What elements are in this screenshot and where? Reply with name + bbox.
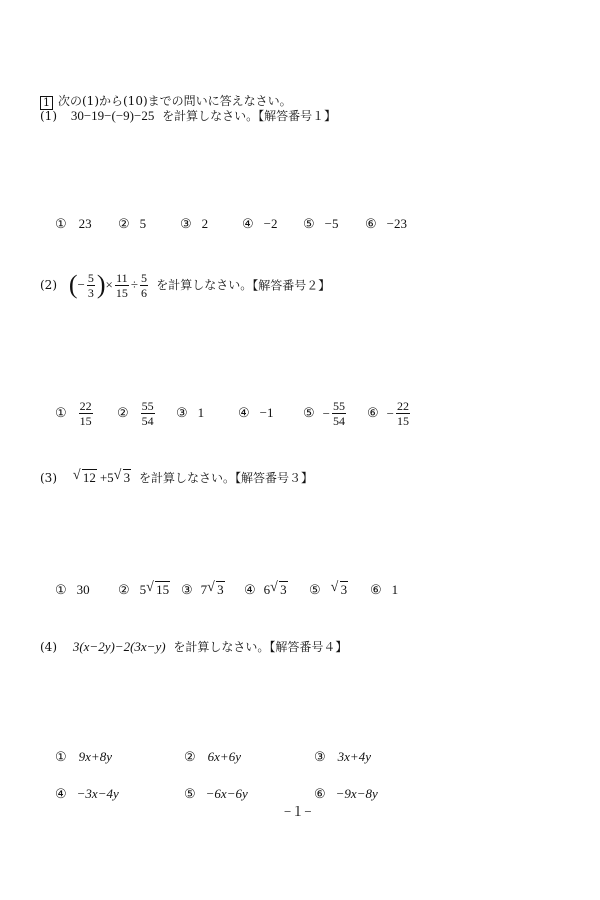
question-3-line: [40, 469, 313, 486]
question-4-expression: 3(x−2y)−2(3x−y): [72, 639, 166, 654]
fraction-3-denominator: 6: [141, 286, 147, 300]
choice-number: ⑥: [365, 217, 377, 232]
q3-choice-3: [181, 582, 225, 598]
choice-text: 3x+4y: [337, 749, 371, 764]
choice-text: 30: [76, 582, 90, 597]
question-3-answer-tag: 【解答番号３】: [235, 471, 314, 485]
choice-radicand: 15: [156, 582, 170, 597]
choice-text: 23: [78, 216, 92, 231]
choice-number: ①: [55, 750, 67, 765]
q1-choice-1: [55, 216, 92, 232]
choice-fraction-denominator: 54: [141, 414, 154, 428]
open-paren: (: [68, 270, 78, 300]
fraction-3: [140, 272, 148, 299]
q2-choice-3: [176, 405, 204, 421]
choice-text: −9x−8y: [335, 786, 378, 801]
question-1-answer-tag: 【解答番号１】: [258, 109, 337, 123]
fraction-1: [87, 272, 95, 299]
choice-text: −1: [259, 405, 274, 420]
fraction-1-numerator: 5: [87, 271, 94, 285]
choice-text: −2: [263, 216, 278, 231]
fraction-2: [115, 272, 129, 299]
choice-fraction-denominator: 15: [79, 414, 92, 428]
q2-choice-1: [55, 400, 95, 427]
q3-choice-1: [55, 582, 90, 598]
choice-number: ④: [244, 583, 256, 598]
choice-number: ③: [181, 583, 193, 598]
q4-choice-3: [314, 749, 371, 765]
choice-number: ①: [55, 217, 67, 232]
close-paren: ): [96, 270, 106, 300]
choice-number: ②: [118, 583, 130, 598]
choice-sign: −: [322, 405, 330, 421]
q4-choice-1: [55, 749, 112, 765]
choice-fraction: [79, 400, 93, 427]
choice-text: −3x−4y: [76, 786, 119, 801]
choice-fraction-numerator: 55: [333, 399, 345, 413]
choice-number: ④: [238, 406, 250, 421]
choice-number: ③: [176, 406, 188, 421]
choice-sqrt: [207, 582, 225, 598]
q1-choice-4: [242, 216, 278, 232]
choice-number: ⑥: [370, 583, 382, 598]
q1-choice-6: [365, 216, 407, 232]
choice-number: ③: [314, 750, 326, 765]
question-4-line: [40, 638, 347, 655]
choice-number: ③: [180, 217, 192, 232]
radicand-2: 3: [123, 470, 131, 485]
fraction-2-denominator: 15: [115, 286, 128, 300]
question-3-label: (3): [40, 471, 57, 485]
choice-text: −6x−6y: [205, 786, 248, 801]
choice-sqrt: [146, 582, 170, 598]
plus-coefficient: +5: [99, 470, 114, 485]
choice-fraction-denominator: 54: [333, 414, 345, 428]
choice-text: 5: [139, 216, 147, 231]
choice-number: ⑤: [303, 217, 315, 232]
question-4-instruction: を計算しなさい。: [173, 640, 270, 654]
question-2-line: [40, 272, 330, 299]
q1-choice-3: [180, 216, 208, 232]
choice-number: ①: [55, 406, 67, 421]
question-1-line: [40, 107, 336, 124]
choice-number: ⑤: [309, 583, 321, 598]
fraction-1-denominator: 3: [87, 286, 94, 300]
choice-fraction: [332, 400, 346, 427]
q4-choice-6: [314, 786, 378, 802]
choice-radicand: 3: [280, 582, 287, 597]
choice-fraction: [396, 400, 410, 427]
choice-number: ②: [117, 406, 129, 421]
choice-sign: −: [386, 405, 394, 421]
radicand-1: 12: [82, 470, 96, 485]
section-instruction: 次の(1)から(10)までの問いに答えなさい。: [58, 94, 292, 108]
fraction-2-numerator: 11: [116, 271, 128, 285]
choice-text: 9x+8y: [78, 749, 112, 764]
q4-choice-2: [184, 749, 241, 765]
choice-fraction-numerator: 22: [397, 399, 409, 413]
choice-sqrt: [270, 582, 288, 598]
choice-coefficient: 5: [139, 582, 147, 597]
question-1-expression: 30−19−(−9)−25: [70, 108, 155, 123]
question-1-instruction: を計算しなさい。: [162, 109, 259, 123]
question-2-instruction: を計算しなさい。: [156, 278, 253, 293]
choice-coefficient: 7: [200, 582, 208, 597]
q4-choice-5: [184, 786, 248, 802]
choice-coefficient: 6: [263, 582, 271, 597]
minus-sign: −: [77, 277, 85, 293]
fraction-3-numerator: 5: [141, 271, 147, 285]
q3-choice-5: [309, 582, 348, 598]
divide-sign: ÷: [130, 277, 138, 293]
choice-text: −23: [386, 216, 407, 231]
q2-choice-4: [238, 405, 274, 421]
q1-choice-5: [303, 216, 339, 232]
q2-choice-5: [303, 400, 348, 427]
question-3-instruction: を計算しなさい。: [139, 471, 236, 485]
times-sign: ×: [105, 277, 113, 293]
q3-choice-4: [244, 582, 288, 598]
choice-radicand: 3: [217, 582, 224, 597]
page-number: −１−: [284, 804, 312, 819]
choice-number: ②: [118, 217, 130, 232]
choice-fraction-numerator: 55: [141, 399, 154, 413]
choice-number: ②: [184, 750, 196, 765]
choice-number: ①: [55, 583, 67, 598]
question-3-expression: [73, 470, 131, 485]
question-4-answer-tag: 【解答番号４】: [269, 640, 348, 654]
choice-number: ④: [55, 787, 67, 802]
choice-text: −5: [324, 216, 339, 231]
choice-radicand: 3: [340, 582, 348, 597]
question-1-label: (1): [40, 109, 57, 123]
question-2-label: (2): [40, 277, 57, 292]
sqrt-2: [114, 470, 132, 486]
choice-number: ⑤: [184, 787, 196, 802]
sqrt-1: [73, 470, 97, 486]
choice-fraction: [141, 400, 155, 427]
choice-text: 2: [201, 216, 209, 231]
section-number-box: 1: [40, 96, 53, 110]
question-2-expression: [68, 270, 153, 300]
choice-sqrt: [331, 582, 349, 598]
q2-choice-6: [367, 400, 412, 427]
choice-text: 1: [197, 405, 205, 420]
choice-number: ⑥: [314, 787, 326, 802]
question-4-label: (4): [40, 640, 57, 654]
q3-choice-2: [118, 582, 170, 598]
choice-number: ④: [242, 217, 254, 232]
question-2-answer-tag: 【解答番号２】: [252, 278, 331, 293]
choice-text: 6x+6y: [207, 749, 241, 764]
q1-choice-2: [118, 216, 146, 232]
q2-choice-2: [117, 400, 157, 427]
choice-number: ⑤: [303, 406, 315, 421]
choice-fraction-numerator: 22: [79, 399, 92, 413]
q3-choice-6: [370, 582, 398, 598]
choice-text: 1: [391, 582, 399, 597]
q4-choice-4: [55, 786, 119, 802]
choice-fraction-denominator: 15: [397, 414, 409, 428]
choice-number: ⑥: [367, 406, 379, 421]
